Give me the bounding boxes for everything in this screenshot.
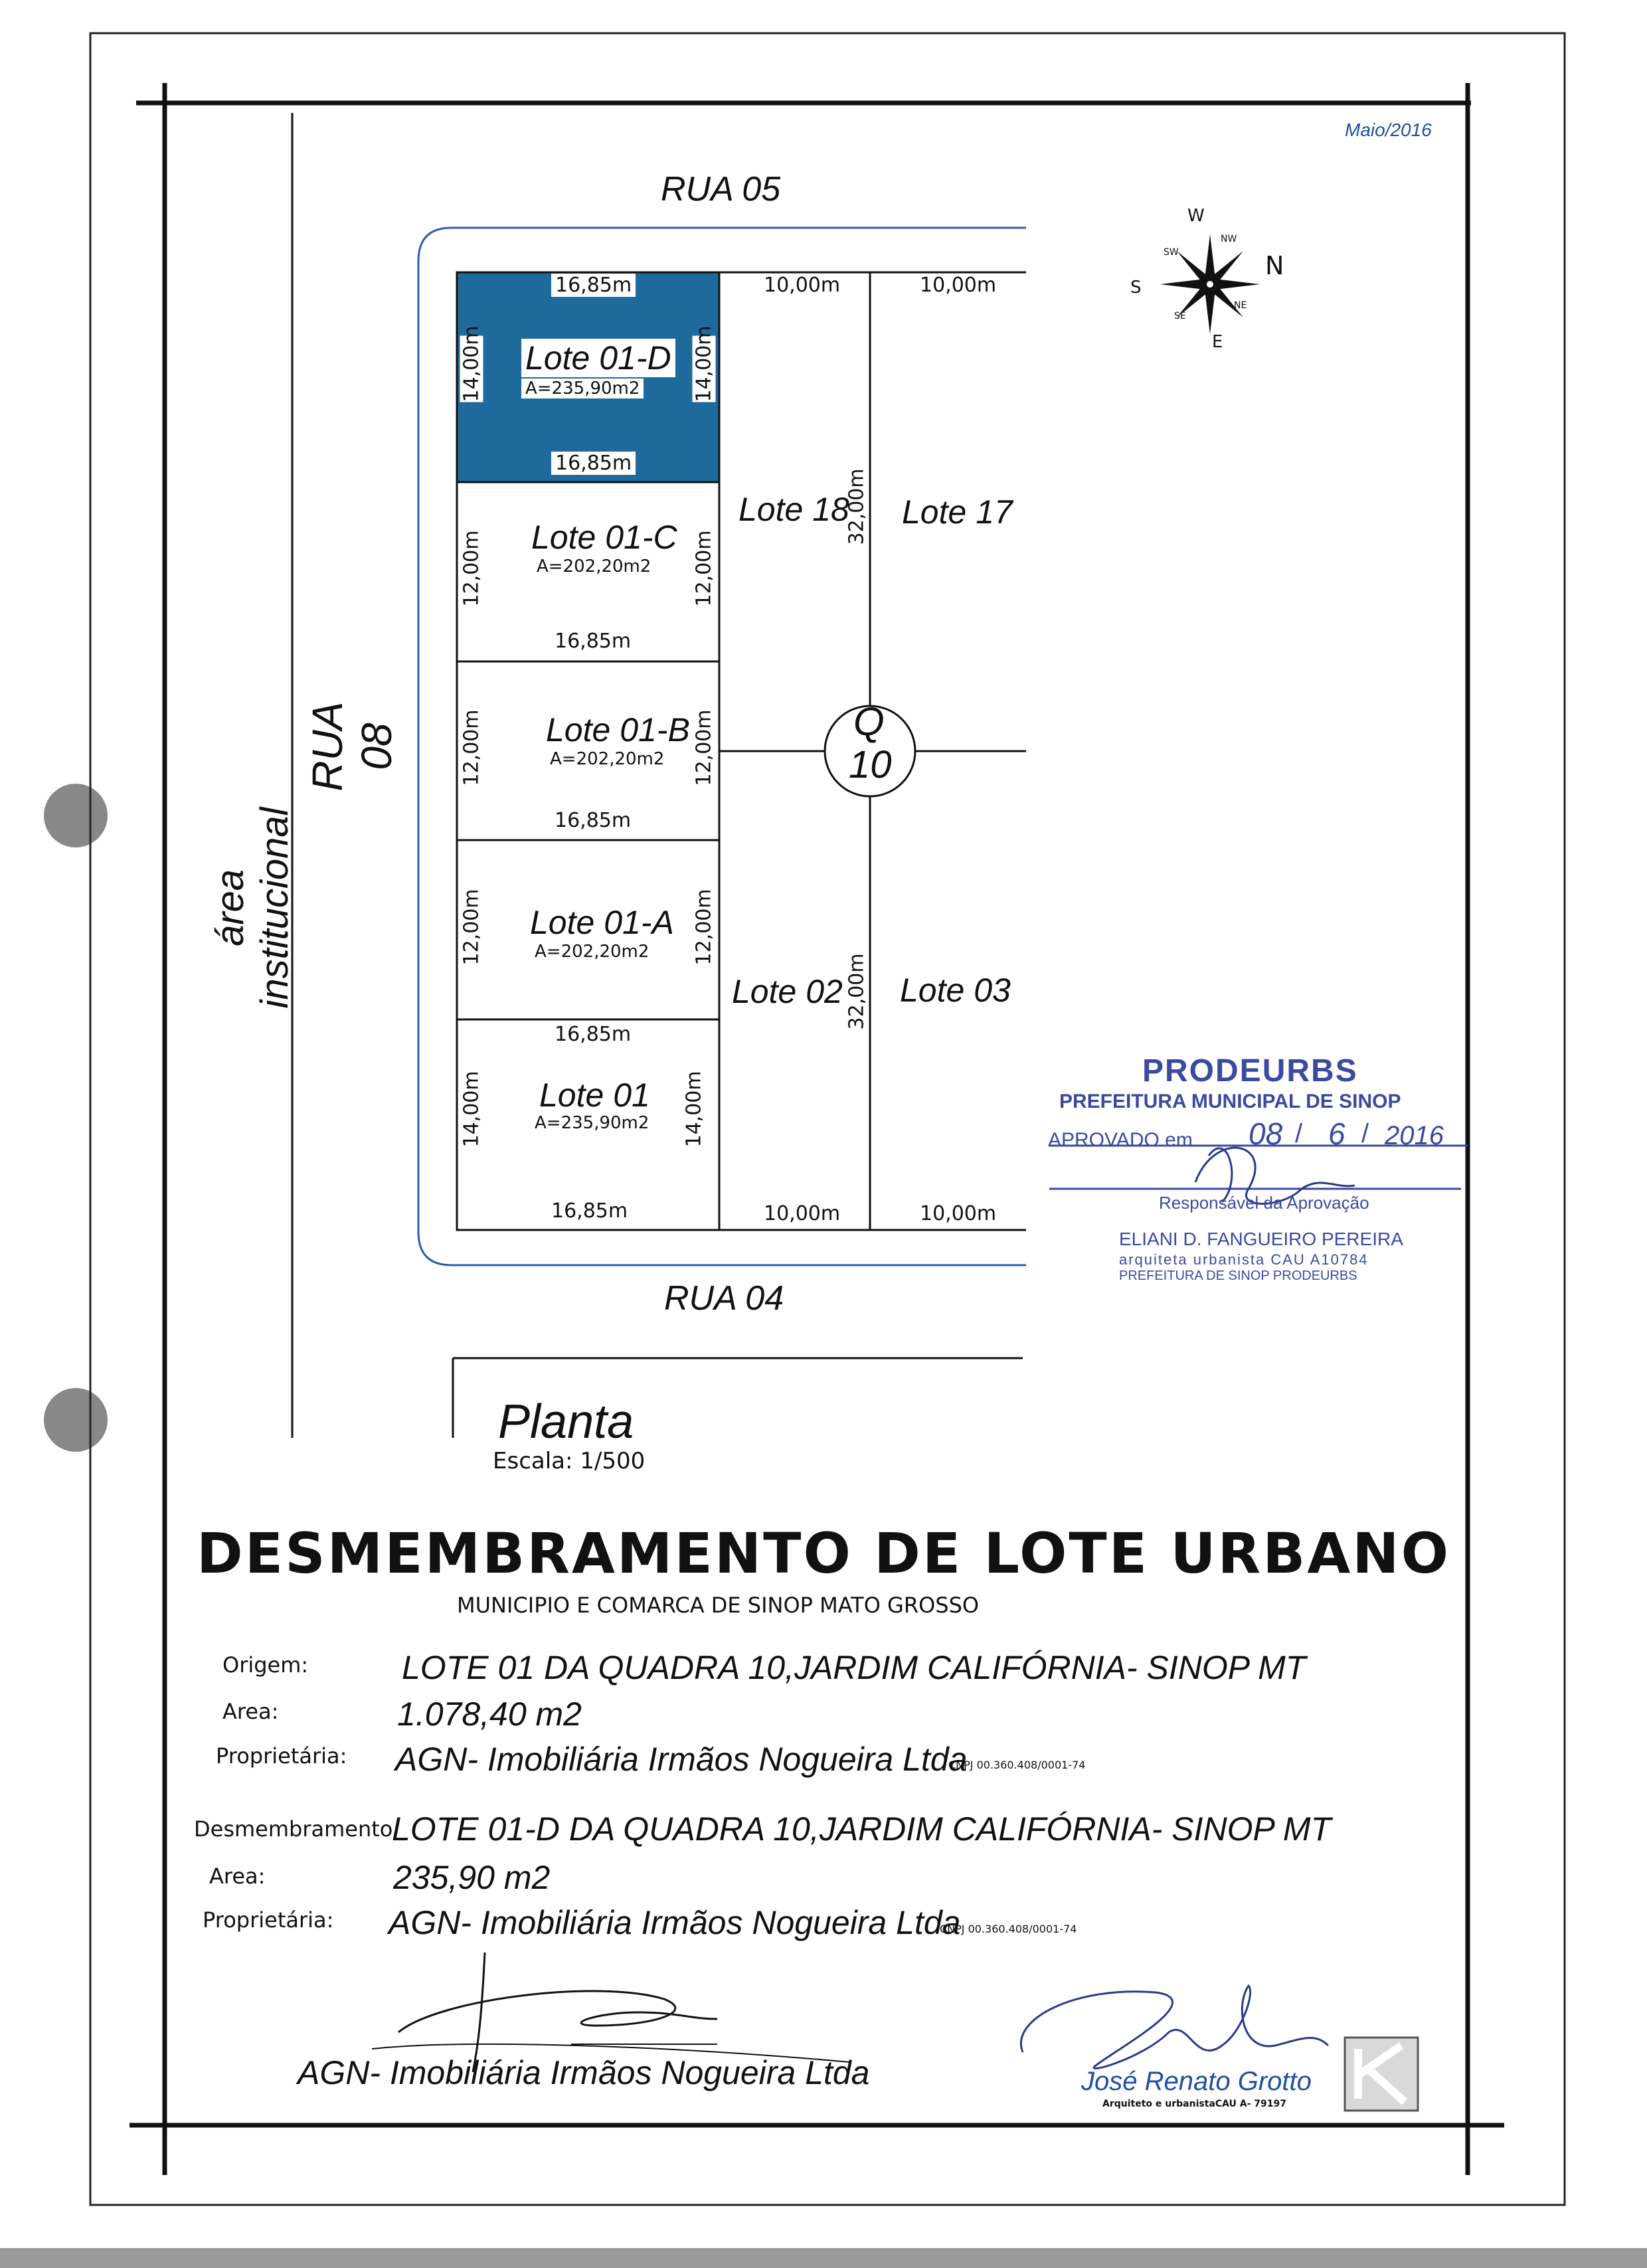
street-left: RUA 08 (303, 701, 400, 792)
date-label: Maio/2016 (1345, 120, 1432, 140)
stamp-day: 08 (1249, 1116, 1283, 1151)
lot-01d-top-dim: 16,85m (551, 274, 636, 297)
lot-02-depth-dim: 32,00m (845, 953, 869, 1030)
lot-01d-area: A=235,90m2 (521, 379, 644, 398)
lot-01c-name: Lote 01-C (531, 519, 677, 556)
plan-scale: Escala: 1/500 (493, 1448, 646, 1474)
lot-01a-bottom-dim: 16,85m (555, 1023, 632, 1046)
lot-18-depth-dim: 32,00m (845, 468, 869, 545)
street-bottom: RUA 04 (664, 1279, 784, 1318)
lot-01c-right-dim: 12,00m (692, 530, 716, 607)
lot-01d-bottom-dim: 16,85m (551, 452, 636, 475)
stamp-org: PRODEURBS (1142, 1053, 1358, 1089)
block-number: 10 (849, 743, 892, 786)
stamp-approved: APROVADO em (1048, 1129, 1193, 1151)
stamp-month: 6 (1328, 1116, 1345, 1151)
document-title: DESMEMBRAMENTO DE LOTE URBANO (197, 1521, 1450, 1586)
owner-signature-label: AGN- Imobiliária Irmãos Nogueira Ltda (298, 2054, 870, 2091)
lot-01d-left-dim: 14,00m (460, 325, 483, 402)
compass-e: E (1212, 332, 1223, 352)
compass-nw: NW (1221, 234, 1237, 244)
lot-01b-right-dim: 12,00m (692, 709, 716, 786)
origem-value: LOTE 01 DA QUADRA 10,JARDIM CALIFÓRNIA- SINOP MT (402, 1649, 1306, 1686)
lot-01-bottom-dim: 16,85m (551, 1199, 628, 1223)
cnpj-1: CNPJ 00.360.408/0001-74 (948, 1759, 1086, 1771)
lot-17-top-dim: 10,00m (920, 274, 997, 297)
lot-01-left-dim: 14,00m (460, 1071, 483, 1148)
lot-01a-left-dim: 12,00m (460, 889, 483, 966)
compass-n: N (1265, 251, 1284, 280)
lot-01-name: Lote 01 (539, 1077, 650, 1114)
lot-01b-left-dim: 12,00m (460, 709, 483, 786)
area-value: 1.078,40 m2 (397, 1696, 582, 1733)
architect-name: José Renato Grotto (1081, 2067, 1312, 2096)
proprietaria-value: AGN- Imobiliária Irmãos Nogueira Ltda (395, 1741, 968, 1778)
document-subtitle: MUNICIPIO E COMARCA DE SINOP MATO GROSSO (457, 1593, 980, 1618)
lot-01b-area: A=202,20m2 (550, 749, 665, 769)
stamp-role: arquiteta urbanista CAU A10784 (1119, 1251, 1369, 1268)
compass-se: SE (1174, 311, 1186, 321)
cnpj-2: CNPJ 00.360.408/0001-74 (940, 1923, 1077, 1935)
lot-01a-right-dim: 12,00m (692, 889, 716, 966)
desmembramento-label: Desmembramento (194, 1816, 393, 1842)
lot-02-name: Lote 02 (732, 973, 843, 1010)
area-institucional-label: área institucional (209, 807, 296, 1009)
lot-18-name: Lote 18 (738, 491, 849, 528)
lot-03-name: Lote 03 (900, 972, 1011, 1009)
lot-01a-name: Lote 01-A (530, 904, 674, 941)
lot-17-name: Lote 17 (902, 493, 1013, 531)
lot-01d-right-dim: 14,00m (692, 325, 716, 402)
lot-01c-bottom-dim: 16,85m (555, 630, 632, 653)
lot-18-top-dim: 10,00m (764, 274, 841, 297)
lot-01b-name: Lote 01-B (546, 711, 690, 748)
area-label: Area: (222, 1699, 279, 1724)
proprietaria2-label: Proprietária: (203, 1907, 334, 1933)
lot-01d-name: Lote 01-D (521, 339, 675, 377)
block-q: Q (853, 699, 885, 744)
area2-value: 235,90 m2 (393, 1859, 551, 1896)
lot-01-area: A=235,90m2 (535, 1113, 650, 1133)
stamp-prefeitura-2: PREFEITURA DE SINOP PRODEURBS (1119, 1268, 1357, 1283)
architect-role: Arquiteto e urbanistaCAU A- 79197 (1102, 2099, 1286, 2109)
origem-label: Origem: (222, 1652, 309, 1678)
street-top: RUA 05 (661, 170, 781, 209)
lot-02-bottom-dim: 10,00m (764, 1202, 841, 1225)
stamp-year: 2016 (1385, 1121, 1444, 1150)
desmembramento-value: LOTE 01-D DA QUADRA 10,JARDIM CALIFÓRNIA- SINOP MT (392, 1810, 1332, 1848)
lot-01a-area: A=202,20m2 (535, 942, 650, 962)
lot-01b-bottom-dim: 16,85m (555, 809, 632, 832)
lot-01c-left-dim: 12,00m (460, 530, 483, 607)
area2-label: Area: (209, 1864, 266, 1889)
compass-ne: NE (1234, 300, 1247, 311)
lot-01-right-dim: 14,00m (682, 1071, 706, 1148)
stamp-name: ELIANI D. FANGUEIRO PEREIRA (1119, 1229, 1403, 1249)
compass-s: S (1130, 278, 1142, 298)
lot-03-bottom-dim: 10,00m (920, 1202, 997, 1225)
compass-sw: SW (1164, 247, 1179, 258)
proprietaria-label: Proprietária: (216, 1743, 347, 1769)
lot-01c-area: A=202,20m2 (537, 557, 651, 576)
stamp-prefeitura: PREFEITURA MUNICIPAL DE SINOP (1059, 1090, 1401, 1112)
stamp-responsavel: Responsável da Aprovação (1159, 1193, 1369, 1213)
plan-title: Planta (498, 1395, 634, 1448)
proprietaria2-value: AGN- Imobiliária Irmãos Nogueira Ltda (389, 1904, 961, 1941)
compass-w: W (1187, 206, 1205, 226)
